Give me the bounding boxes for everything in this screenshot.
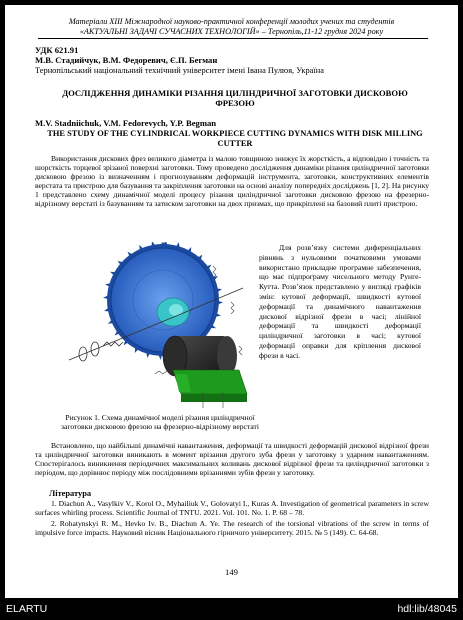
intro-paragraph: Використання дискових фрез великого діаметра із малою товщиною знижує їх жорсткість, а відповідно і точність та шорсткість торцевої зрізаної поверхні заготовки. Тому проведено дослідження динаміки різання циліндричної заготовки дисковою фрезою із визначенням і прогнозуванням деформацій інструмента, заготовки, конструктивних елементів верстата та пристрою для базування та закріплення заготовки на основі аналізу попередніх досліджень [1, 2]. На рисунку 1 представлено схему динамічної моделі процесу різання циліндричної заготовки дисковою фрезою на фрезерно-відрізному верстаті із базуванням та затиском заготовки на двох призмах, що прикріплені на базовий плиті пристрою. <box>35 154 429 208</box>
affiliation: Тернопільський національний технічний університет імені Івана Пулюя, Україна <box>35 66 324 75</box>
prism-base <box>173 370 247 402</box>
title-ukrainian: ДОСЛІДЖЕННЯ ДИНАМІКИ РІЗАННЯ ЦИЛІНДРИЧНОЇ ЗАГОТОВКИ ДИСКОВОЮ ФРЕЗОЮ <box>62 88 408 108</box>
header-divider <box>38 38 428 39</box>
document-page <box>5 5 458 598</box>
header-line-2: «АКТУАЛЬНІ ЗАДАЧІ СУЧАСНИХ ТЕХНОЛОГІЙ» – Тернопіль,11-12 грудня 2024 року <box>79 27 384 36</box>
reference-item-1: 1. Diachun A., Vasylkiv V., Korol O., Myhailiuk V., Golovatyi I., Kuras A. Investigation of geometrical parameters in screw surfaces whirling process. Scientific Journal of TNTU. 2021. Vol. 101. No. 1. P. 68 – 78. <box>35 499 429 517</box>
title-english: THE STUDY OF THE CYLINDRICAL WORKPIECE CUTTING DYNAMICS WITH DISK MILLING CUTTER <box>47 129 423 148</box>
method-paragraph: Для розв’язку системи диференціальних рівнянь з нульовими початковими умовами використано прикладне програмне забезпечення, що має підпрограму чисельного методу Рунге-Кутта. Розв’язок представлено у вигляді графіків змін: кутової деформації, швидкості кутової деформації та динамічного навантаження дискової відрізної фрези в часі; лінійної деформації та швидкості деформації циліндричної заготовки в часі; кутової деформації оправки для кріплення дискової фрези в часі. <box>259 243 421 360</box>
method-paragraph-container <box>259 243 421 361</box>
udc-code: УДК 621.91 <box>35 45 79 55</box>
authors-ukrainian: М.В. Стадийчук, В.М. Федоревич, Є.П. Бегман <box>35 55 218 65</box>
references-list <box>35 500 429 538</box>
figure-caption: Рисунок 1. Схема динамічної моделі різання циліндричної заготовки дисковою фрезою на фрезерно-відрізному верстаті <box>61 413 259 431</box>
page-number: 149 <box>225 567 238 577</box>
footer-repository-name: ELARTU <box>6 603 48 615</box>
conclusion-paragraph-container <box>35 442 429 478</box>
conference-header <box>5 17 458 37</box>
intro-paragraph-container <box>35 155 429 208</box>
references-heading: Література <box>49 489 92 498</box>
reference-item-2: 2. Rohatynskyi R. M., Hevko Iv. B., Diachun A. Ye. The research of the torsional vibrations of the screw in terms of impulsive force impacts. Науковий вісник Національного гірничого університету. 2015. № 5 (149). С. 64-68. <box>35 518 429 537</box>
conclusion-paragraph: Встановлено, що найбільші динамічні навантаження, деформації та швидкості деформацій дискової відрізної фрези та циліндричної заготовки виникають в момент врізання другого зуба фрези у заготовку з ударним навантаженням. Спостерігалось виникнення періодичних максимальних коливань дискової відрізної фрези та циліндричної заготовки з періодом, що дорівнює періоду між послідовними врізаннями зубів фрези у заготовку. <box>35 441 429 477</box>
header-line-1: Матеріали XIII Міжнародної науково-практичної конференції молодих учених та студентів <box>68 17 395 26</box>
footer-handle: hdl:lib/48045 <box>397 603 457 615</box>
dynamic-model-figure <box>63 242 251 412</box>
authors-english: M.V. Stadniichuk, V.M. Fedorevych, Y.P. Begman <box>35 118 217 128</box>
